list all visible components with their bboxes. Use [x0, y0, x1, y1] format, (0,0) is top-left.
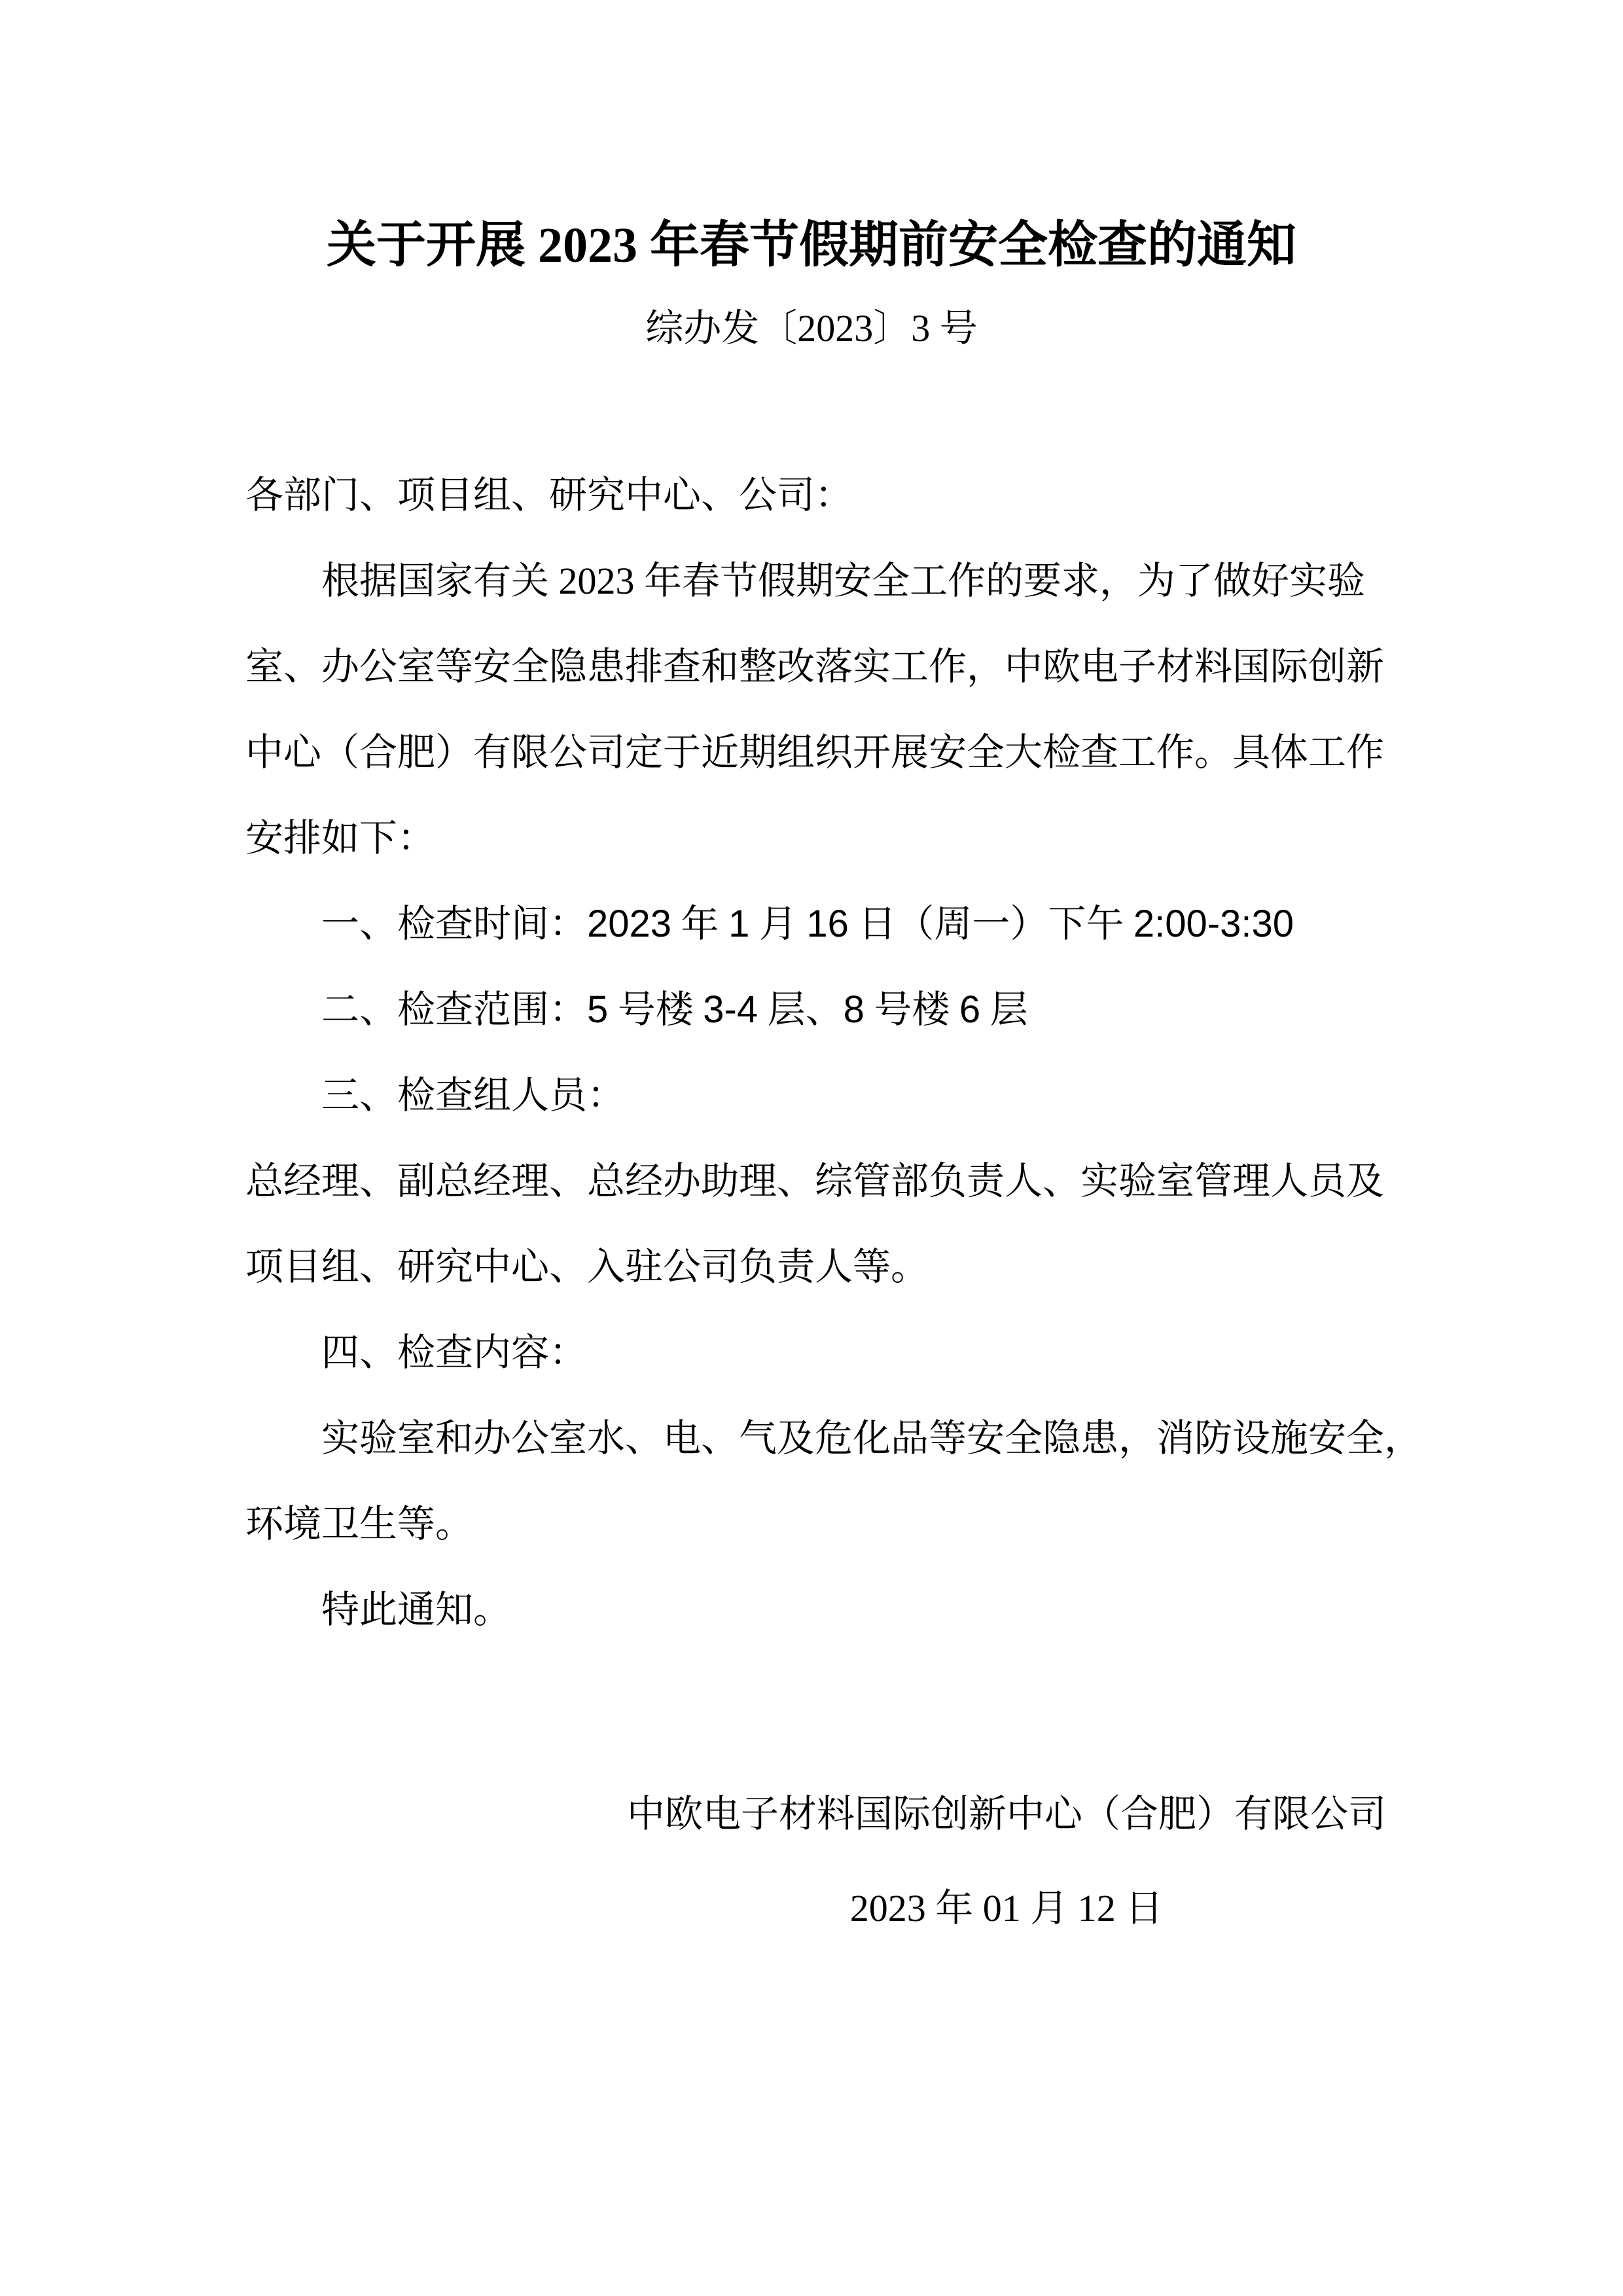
body-line-9 [245, 1138, 1397, 1224]
numeric-segment: 2023 [587, 903, 672, 945]
document-number: 综办发〔2023〕3 号 [645, 307, 978, 350]
body-lines [245, 452, 1423, 1653]
body-line-6 [245, 881, 1397, 967]
text-segment: 中心（合肥）有限公司定于近期组织开展安全大检查工作。具体工作 [245, 731, 1385, 774]
body-line-1 [245, 452, 1397, 538]
text-segment: 月 [749, 903, 807, 945]
text-segment: 层 [980, 988, 1028, 1031]
text-segment: 号楼 [608, 988, 704, 1031]
body-line-12 [245, 1395, 1423, 1481]
body-line-11 [245, 1310, 1397, 1395]
body-line-10 [245, 1224, 1397, 1310]
numeric-segment: 3-4 [703, 988, 758, 1031]
signature-company: 中欧电子材料国际创新中心（合肥）有限公司 [626, 1793, 1386, 1835]
text-segment: 环境卫生等。 [245, 1503, 474, 1545]
text-segment: 安排如下： [245, 817, 436, 859]
body-line-13 [245, 1481, 1397, 1567]
text-segment: 二、检查范围： [321, 988, 588, 1031]
numeric-segment: 6 [959, 988, 981, 1031]
text-segment: 四、检查内容： [321, 1331, 588, 1374]
text-segment: 日（周一）下午 [848, 903, 1133, 945]
body-line-5 [245, 795, 1397, 881]
text-segment: 室、办公室等安全隐患排查和整改落实工作，中欧电子材料国际创新 [245, 645, 1385, 688]
document-title: 关于开展 2023 年春节假期前安全检查的通知 [327, 218, 1296, 273]
text-segment: 层、 [758, 988, 844, 1031]
text-segment: 项目组、研究中心、入驻公司负责人等。 [245, 1246, 929, 1288]
numeric-segment: 16 [806, 903, 849, 945]
body-line-7 [245, 967, 1397, 1052]
text-segment: 号楼 [864, 988, 959, 1031]
text-segment: 三、检查组人员： [321, 1074, 626, 1117]
numeric-segment: 8 [843, 988, 865, 1031]
text-segment: 一、检查时间： [321, 903, 588, 945]
text-segment: 特此通知。 [321, 1588, 512, 1631]
text-segment: 根据国家有关 2023 年春节假期安全工作的要求，为了做好实验 [321, 560, 1366, 602]
text-segment: 实验室和办公室水、电、气及危化品等安全隐患，消防设施安全， [321, 1417, 1423, 1460]
numeric-segment: 2:00-3:30 [1133, 903, 1294, 945]
body-line-4 [245, 709, 1397, 795]
signature-date: 2023 年 01 月 12 日 [849, 1887, 1164, 1929]
numeric-segment: 5 [587, 988, 609, 1031]
text-segment: 年 [671, 903, 729, 945]
body-line-8 [245, 1052, 1397, 1138]
body-line-2 [245, 538, 1397, 624]
text-segment: 各部门、项目组、研究中心、公司： [245, 474, 853, 516]
text-segment: 总经理、副总经理、总经办助理、综管部负责人、实验室管理人员及 [245, 1160, 1385, 1202]
signature-block [627, 1771, 1386, 1951]
body-line-3 [245, 624, 1397, 709]
numeric-segment: 1 [728, 903, 750, 945]
body-line-14 [245, 1567, 1397, 1653]
